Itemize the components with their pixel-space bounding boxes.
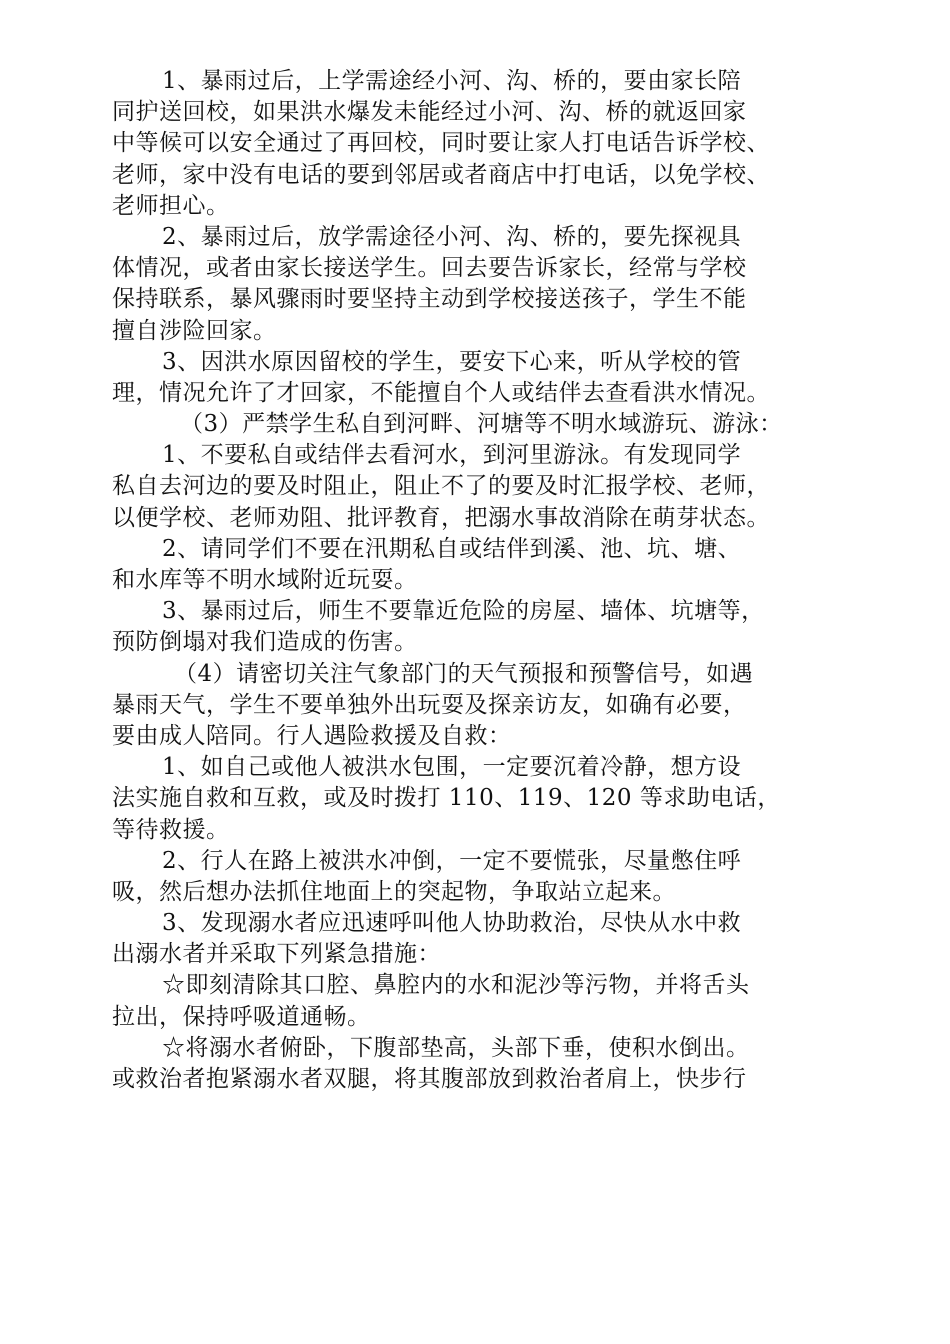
text-line: 吸，然后想办法抓住地面上的突起物，争取站立起来。 (112, 878, 676, 905)
text-line: 拉出，保持呼吸道通畅。 (112, 1003, 371, 1030)
text-line: 暴雨天气，学生不要单独外出玩耍及探亲访友，如确有必要， (112, 691, 747, 718)
section-heading-4: （4）请密切关注气象部门的天气预报和预警信号，如遇 (174, 660, 754, 687)
text-line: 1、暴雨过后，上学需途经小河、沟、桥的，要由家长陪 (162, 68, 742, 94)
text-line: 同护送回校，如果洪水爆发未能经过小河、沟、桥的就返回家 (112, 99, 747, 126)
text-line: 擅自涉险回家。 (112, 317, 277, 344)
text-line: 老师，家中没有电话的要到邻居或者商店中打电话，以免学校、 (112, 161, 770, 188)
document-body (112, 66, 862, 1095)
text-line: 3、发现溺水者应迅速呼叫他人协助救治，尽快从水中救 (162, 910, 742, 937)
text-line: 体情况，或者由家长接送学生。回去要告诉家长，经常与学校 (112, 255, 747, 282)
text-line: ☆将溺水者俯卧，下腹部垫高，头部下垂，使积水倒出。 (162, 1034, 750, 1061)
text-line: 中等候可以安全通过了再回校，同时要让家人打电话告诉学校、 (112, 130, 770, 157)
text-line: 理，情况允许了才回家，不能擅自个人或结伴去查看洪水情况。 (112, 379, 770, 406)
text-line: 要由成人陪同。行人遇险救援及自救： (112, 722, 512, 749)
text-line: 2、请同学们不要在汛期私自或结伴到溪、池、坑、塘、 (162, 535, 742, 562)
text-line: 1、如自己或他人被洪水包围，一定要沉着冷静，想方设 (162, 754, 742, 781)
text-line: 以便学校、老师劝阻、批评教育，把溺水事故消除在萌芽状态。 (112, 504, 770, 531)
text-line: 预防倒塌对我们造成的伤害。 (112, 629, 418, 656)
text-line: ☆即刻清除其口腔、鼻腔内的水和泥沙等污物，并将舌头 (162, 972, 750, 999)
text-line: 老师担心。 (112, 192, 230, 219)
text-line: 出溺水者并采取下列紧急措施： (112, 941, 441, 968)
text-line: 法实施自救和互救，或及时拨打 110、119、120 等求助电话， (112, 785, 781, 812)
text-line: 2、行人在路上被洪水冲倒，一定不要慌张，尽量憋住呼 (162, 847, 742, 874)
text-line: 1、不要私自或结伴去看河水，到河里游泳。有发现同学 (162, 442, 742, 469)
text-line: 保持联系，暴风骤雨时要坚持主动到学校接送孩子，学生不能 (112, 286, 747, 313)
text-line: 和水库等不明水域附近玩耍。 (112, 567, 418, 593)
text-line: 或救治者抱紧溺水者双腿，将其腹部放到救治者肩上，快步行 (112, 1066, 747, 1092)
text-line: 3、暴雨过后，师生不要靠近危险的房屋、墙体、坑塘等， (162, 598, 765, 625)
section-heading-3: （3）严禁学生私自到河畔、河塘等不明水域游玩、游泳： (180, 411, 783, 438)
text-line: 2、暴雨过后，放学需途径小河、沟、桥的，要先探视具 (162, 223, 742, 250)
text-line: 等待救援。 (112, 816, 230, 843)
text-line: 私自去河边的要及时阻止，阻止不了的要及时汇报学校、老师， (112, 473, 770, 500)
text-line: 3、因洪水原因留校的学生，要安下心来，听从学校的管 (162, 348, 742, 375)
